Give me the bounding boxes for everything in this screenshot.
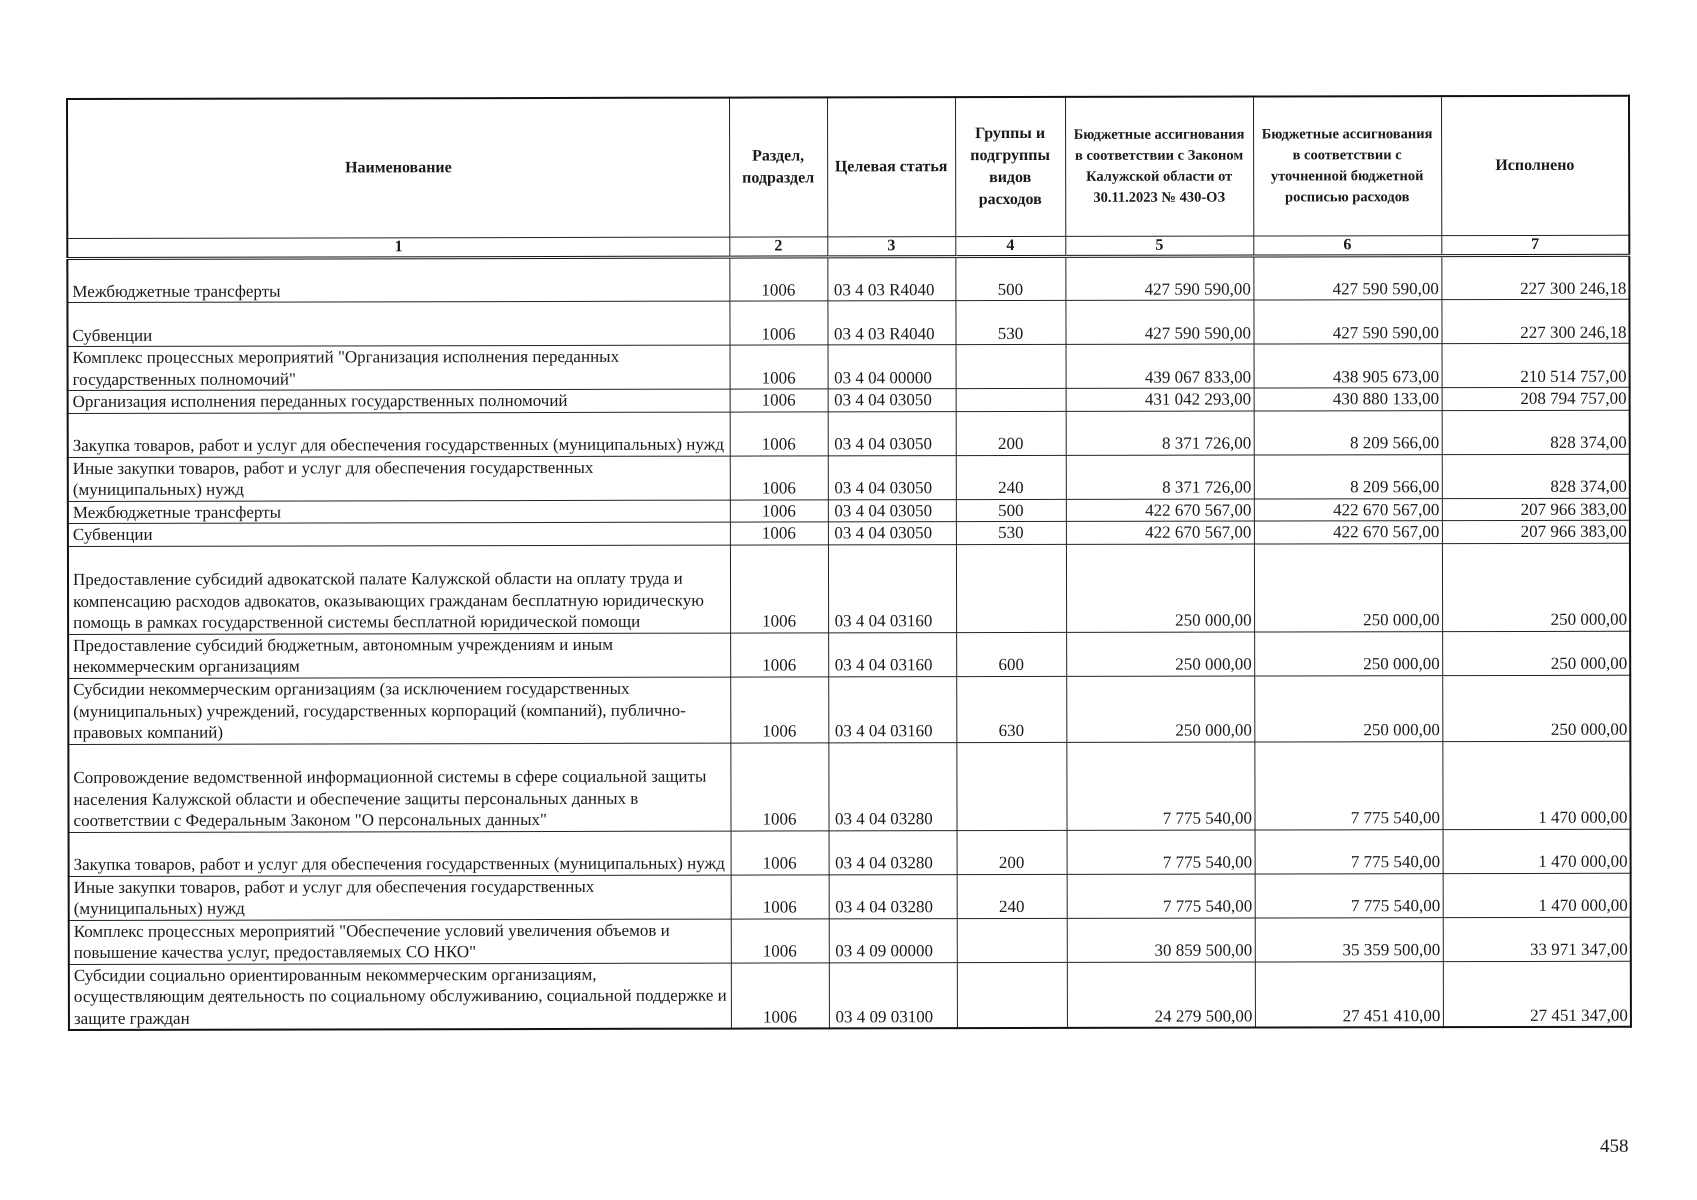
row-adjusted-amount: 8 209 566,00 <box>1254 454 1442 498</box>
row-law-amount: 7 775 540,00 <box>1067 830 1255 874</box>
row-name: Предоставление субсидий адвокатской палате Калужской области на оплату труда и компенсацию расходов адвокатов, оказывающих гражданам бесплатную юридическую помощь в рамках государственной системы бесплатной юридической помощи <box>68 545 730 634</box>
row-executed-amount: 250 000,00 <box>1442 631 1630 675</box>
row-target: 03 4 04 03160 <box>828 632 956 676</box>
row-section: 1006 <box>730 544 828 632</box>
row-executed-amount: 828 374,00 <box>1442 454 1630 498</box>
row-target: 03 4 04 03050 <box>828 522 956 545</box>
row-executed-amount: 1 470 000,00 <box>1443 829 1631 873</box>
header-executed: Исполнено <box>1441 96 1629 236</box>
row-section: 1006 <box>731 830 829 874</box>
row-law-amount: 427 590 590,00 <box>1065 256 1253 300</box>
column-number: 4 <box>955 236 1065 256</box>
table-row <box>68 631 1630 678</box>
row-adjusted-amount: 7 775 540,00 <box>1255 829 1443 873</box>
header-section: Раздел, подраздел <box>729 97 827 237</box>
row-group: 240 <box>956 455 1066 499</box>
row-executed-amount: 210 514 757,00 <box>1442 343 1630 387</box>
row-adjusted-amount: 250 000,00 <box>1254 631 1442 675</box>
table-row <box>68 675 1630 744</box>
table-row <box>68 343 1630 390</box>
page-number: 458 <box>1600 1136 1629 1157</box>
row-executed-amount: 1 470 000,00 <box>1443 873 1631 917</box>
row-law-amount: 427 590 590,00 <box>1065 300 1253 344</box>
header-row <box>67 96 1629 239</box>
header-law: Бюджетные ассигнования в соответствии с Законом Калужской области от 30.11.2023 № 430-ОЗ <box>1065 97 1253 237</box>
row-group: 600 <box>956 632 1066 676</box>
row-law-amount: 250 000,00 <box>1066 632 1254 676</box>
row-target: 03 4 03 R4040 <box>827 257 955 301</box>
row-law-amount: 8 371 726,00 <box>1066 455 1254 499</box>
row-target: 03 4 04 03280 <box>828 742 956 830</box>
row-executed-amount: 227 300 246,18 <box>1441 299 1629 343</box>
row-group <box>956 388 1066 411</box>
row-group <box>957 918 1067 962</box>
row-target: 03 4 03 R4040 <box>827 301 955 345</box>
row-adjusted-amount: 35 359 500,00 <box>1255 917 1443 961</box>
row-name: Иные закупки товаров, работ и услуг для обеспечения государственных (муниципальных) нужд <box>69 875 731 920</box>
row-group <box>956 544 1066 632</box>
row-name: Субвенции <box>67 301 729 346</box>
row-executed-amount: 208 794 757,00 <box>1442 387 1630 410</box>
row-name: Субсидии некоммерческим организациям (за исключением государственных (муниципальных) учреждений, государственных корпораций (компаний), публично-правовых компаний) <box>68 677 730 744</box>
row-target: 03 4 09 00000 <box>829 918 957 962</box>
row-name: Предоставление субсидий бюджетным, автономным учреждениям и иным некоммерческим организациям <box>68 633 730 678</box>
row-adjusted-amount: 430 880 133,00 <box>1254 388 1442 411</box>
row-group <box>956 344 1066 388</box>
table-row <box>69 829 1631 876</box>
header-group: Группы и подгруппы видов расходов <box>955 97 1065 237</box>
row-executed-amount: 27 451 347,00 <box>1443 961 1631 1027</box>
header-name: Наименование <box>67 98 729 239</box>
row-adjusted-amount: 438 905 673,00 <box>1254 344 1442 388</box>
column-number: 1 <box>67 237 729 258</box>
row-target: 03 4 04 03280 <box>829 874 957 918</box>
row-adjusted-amount: 7 775 540,00 <box>1255 873 1443 917</box>
row-group: 630 <box>956 676 1066 742</box>
row-name: Субсидии социально ориентированным некоммерческим организациям, осуществляющим деятельность по социальному обслуживанию, социальной поддержке и защите граждан <box>69 963 731 1030</box>
row-group <box>956 742 1066 830</box>
budget-sheet <box>66 95 1630 1031</box>
row-adjusted-amount: 27 451 410,00 <box>1255 961 1443 1027</box>
row-law-amount: 250 000,00 <box>1066 544 1254 632</box>
header-target: Целевая статья <box>827 97 955 237</box>
row-adjusted-amount: 8 209 566,00 <box>1254 410 1442 454</box>
row-target: 03 4 04 03160 <box>828 544 956 632</box>
row-name: Организация исполнения переданных государственных полномочий <box>68 389 730 413</box>
row-law-amount: 7 775 540,00 <box>1067 874 1255 918</box>
table-row <box>68 520 1630 546</box>
row-section: 1006 <box>730 389 828 412</box>
row-target: 03 4 04 03050 <box>828 499 956 522</box>
row-adjusted-amount: 422 670 567,00 <box>1254 521 1442 544</box>
row-name: Закупка товаров, работ и услуг для обеспечения государственных (муниципальных) нужд <box>68 412 730 457</box>
table-row <box>68 498 1630 524</box>
row-executed-amount: 828 374,00 <box>1442 410 1630 454</box>
row-target: 03 4 04 03160 <box>828 676 956 742</box>
row-name: Закупка товаров, работ и услуг для обеспечения государственных (муниципальных) нужд <box>69 831 731 876</box>
column-number: 5 <box>1065 236 1253 256</box>
row-law-amount: 250 000,00 <box>1066 676 1254 742</box>
row-law-amount: 8 371 726,00 <box>1066 411 1254 455</box>
row-target: 03 4 04 03050 <box>828 411 956 455</box>
row-group: 240 <box>957 874 1067 918</box>
row-group: 530 <box>956 521 1066 544</box>
row-law-amount: 30 859 500,00 <box>1067 918 1255 962</box>
row-executed-amount: 227 300 246,18 <box>1441 255 1629 299</box>
table-row <box>69 873 1631 920</box>
table-row <box>69 917 1631 964</box>
column-number: 2 <box>729 237 827 257</box>
column-number: 7 <box>1441 235 1629 255</box>
table-row <box>68 410 1630 457</box>
row-section: 1006 <box>730 411 828 455</box>
row-name: Иные закупки товаров, работ и услуг для обеспечения государственных (муниципальных) нужд <box>68 456 730 501</box>
row-section: 1006 <box>730 632 828 676</box>
row-adjusted-amount: 422 670 567,00 <box>1254 498 1442 521</box>
row-group: 500 <box>955 256 1065 300</box>
table-row <box>68 387 1630 413</box>
row-group: 530 <box>955 300 1065 344</box>
row-section: 1006 <box>729 301 827 345</box>
row-target: 03 4 04 00000 <box>828 345 956 389</box>
column-number: 6 <box>1253 236 1441 256</box>
column-number: 3 <box>827 237 955 257</box>
row-section: 1006 <box>730 676 828 742</box>
row-group: 200 <box>957 830 1067 874</box>
row-section: 1006 <box>730 455 828 499</box>
header-adjusted: Бюджетные ассигнования в соответствии с уточненной бюджетной росписью расходов <box>1253 96 1441 236</box>
table-row <box>67 255 1629 302</box>
row-section: 1006 <box>731 962 829 1028</box>
row-target: 03 4 09 03100 <box>829 962 957 1028</box>
row-executed-amount: 250 000,00 <box>1442 675 1630 741</box>
row-name: Межбюджетные трансферты <box>68 500 730 524</box>
table-row <box>67 299 1629 346</box>
row-name: Межбюджетные трансферты <box>67 257 729 302</box>
row-section: 1006 <box>729 257 827 301</box>
row-executed-amount: 207 966 383,00 <box>1442 498 1630 521</box>
row-executed-amount: 1 470 000,00 <box>1442 741 1630 829</box>
row-group: 500 <box>956 499 1066 522</box>
budget-table-body <box>67 255 1631 1030</box>
row-target: 03 4 04 03280 <box>829 830 957 874</box>
row-law-amount: 439 067 833,00 <box>1066 344 1254 388</box>
table-row <box>68 454 1630 501</box>
row-adjusted-amount: 427 590 590,00 <box>1253 300 1441 344</box>
table-row <box>68 543 1630 634</box>
row-adjusted-amount: 250 000,00 <box>1254 543 1442 631</box>
row-name: Комплекс процессных мероприятий "Обеспечение условий увеличения объемов и повышение качества услуг, предоставляемых СО НКО" <box>69 919 731 964</box>
row-section: 1006 <box>730 742 828 830</box>
row-executed-amount: 207 966 383,00 <box>1442 520 1630 543</box>
budget-table <box>66 95 1632 1031</box>
row-target: 03 4 04 03050 <box>828 389 956 412</box>
row-law-amount: 431 042 293,00 <box>1066 388 1254 411</box>
row-adjusted-amount: 250 000,00 <box>1254 675 1442 741</box>
table-row <box>68 741 1630 832</box>
row-law-amount: 7 775 540,00 <box>1066 742 1254 830</box>
row-group <box>957 962 1067 1028</box>
row-law-amount: 422 670 567,00 <box>1066 521 1254 544</box>
row-target: 03 4 04 03050 <box>828 455 956 499</box>
row-group: 200 <box>956 411 1066 455</box>
row-section: 1006 <box>730 499 828 522</box>
row-law-amount: 422 670 567,00 <box>1066 499 1254 522</box>
row-adjusted-amount: 427 590 590,00 <box>1253 256 1441 300</box>
table-row <box>69 961 1631 1030</box>
row-section: 1006 <box>731 918 829 962</box>
row-name: Сопровождение ведомственной информационной системы в сфере социальной защиты населения Калужской области и обеспечение защиты персональных данных в соответствии с Федеральным Законом "О персональных данных" <box>68 743 730 832</box>
row-executed-amount: 33 971 347,00 <box>1443 917 1631 961</box>
row-section: 1006 <box>730 522 828 545</box>
row-section: 1006 <box>731 874 829 918</box>
row-adjusted-amount: 7 775 540,00 <box>1254 741 1442 829</box>
row-name: Комплекс процессных мероприятий "Организация исполнения переданных государственных полномочий" <box>68 345 730 390</box>
row-name: Субвенции <box>68 522 730 546</box>
row-section: 1006 <box>730 345 828 389</box>
row-executed-amount: 250 000,00 <box>1442 543 1630 631</box>
row-law-amount: 24 279 500,00 <box>1067 962 1255 1028</box>
